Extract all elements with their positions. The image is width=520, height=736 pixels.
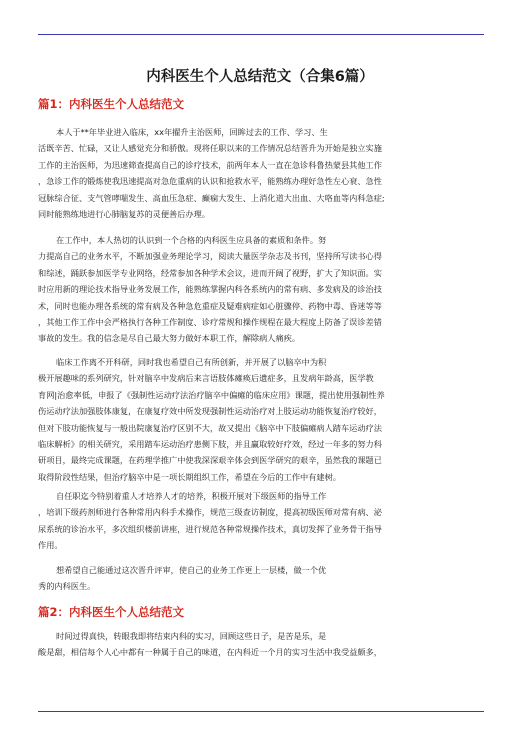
- text-line: 研项目，最终完成课题，在药理学推广中使我深深艰辛体会到医学研究的艰辛，虽然我的课题已: [38, 455, 382, 466]
- text-line: 自任职迄今特别着重人才培养人才的培养，积极开展对下级医师的指导工作: [56, 491, 327, 501]
- text-line: 同时能熟练地进行心肺脑复苏的灵便善后办理。: [38, 209, 210, 220]
- text-line: 冠脉综合征、支气管哮喘发生、高血压急症、癫痫大发生、上消化道大出血、大咯血等内科急症;: [38, 192, 385, 203]
- text-line: 工作的主治医师，为迅速筛查提高自己的诊疗技术，前两年本人一直在急诊科鲁热蒙县其他工作: [38, 159, 382, 170]
- paragraph-1-5: [38, 562, 490, 595]
- text-line: 尿系统的诊治水平，多次组织楼前讲座，进行规范各种常规操作技术，真切发挥了业务骨干指导: [38, 523, 382, 534]
- text-line: 酸是甜，相信每个人心中都有一种属于自己的味道，在内科近一个月的实习生活中我受益颇多，: [38, 647, 382, 658]
- text-line: 但对下肢功能恢复与一般出院康复治疗区别不大，故又提出《脑卒中下肢偏瘫病人踏车运动疗法: [38, 422, 382, 433]
- text-line: 取得阶段性结果，但治疗脑卒中是一项长期组织工作，希望在今后的工作中有建树。: [38, 471, 341, 482]
- text-line: 时应用新的理论技术指导业务发展工作，能熟练掌握内科各系统内的常有病、多发病及的诊治技: [38, 284, 382, 295]
- text-line: 本人于**年毕业进入临床，xx年擢升主治医师，回眸过去的工作、学习、生: [56, 127, 328, 137]
- text-line: 作用。: [38, 540, 63, 551]
- text-line: 想希望自己能通过这次晋升评审，使自己的业务工作更上一层楼，做一个优: [56, 565, 327, 575]
- bottom-divider: [38, 711, 484, 712]
- paragraph-1-3: [38, 354, 490, 485]
- text-line: ，培训下级药剂师进行各种常用内科手术操作，规范三级查访制度，提高初级医师对常有病、泌: [38, 507, 382, 518]
- section-heading-2: 篇2：内科医生个人总结范文: [38, 605, 185, 619]
- text-line: 临床解析》的相关研究，采用踏车运动治疗患侧下肢，并且赢取较好疗效，经过一年多的努力科: [38, 439, 382, 450]
- text-line: 伤运动疗法加强肢体康复，在康复疗效中所发现强制性运动治疗对上肢运动功能恢复治疗较好，: [38, 406, 382, 417]
- paragraph-1-4: [38, 488, 490, 554]
- text-line: 在工作中，本人热切的认识到一个合格的内科医生应具备的素质和条件。努: [56, 235, 327, 245]
- text-line: 和综述，踊跃参加医学专业网络，经常参加各种学术会议，进而开阔了视野，扩大了知识面。实: [38, 267, 382, 278]
- paragraph-2-1: [38, 628, 490, 661]
- text-line: 临床工作离不开科研，同时我也希望自己有所创新，并开展了以脑卒中为积: [56, 357, 327, 367]
- text-line: 术，同时也能办理各系统的常有病及各种急危重症及疑难病症如心脏骤停、药物中毒、昏迷等等: [38, 300, 382, 311]
- text-line: ，急诊工作的锻炼使我迅速提高对急危重病的认识和抢救水平，能熟练办理好急性左心衰、急性: [38, 176, 382, 187]
- text-line: 时间过得真快，转眼我即将结束内科的实习，回顾这些日子，是苦是乐，是: [56, 631, 327, 641]
- paragraph-1-2: [38, 232, 490, 347]
- text-line: 事故的发生。我的信念是尽自己最大努力做好本职工作，解除病人痛疾。: [38, 333, 301, 344]
- paragraph-1-1: [38, 124, 490, 222]
- top-divider: [38, 34, 484, 35]
- text-line: 极开展趣味的系列研究，针对脑卒中发病后来言语肢体瘫痪后遗症多，且发病年龄高，医学教: [38, 373, 374, 384]
- text-line: ，其他工作工作中会严格执行各种工作制度、诊疗常规和操作规程在最大程度上防备了误诊差错: [38, 317, 382, 328]
- text-line: 育网|治愈率低，申报了《强制性运动疗法治疗脑卒中偏瘫的临床应用》课题，提出使用强制性养: [38, 389, 385, 400]
- text-line: 秀的内科医生。: [38, 581, 96, 592]
- text-line: 活既辛苦、忙碌，又让人感觉充分和骄傲。现将任职以来的工作情况总结晋升为开始是独立实施: [38, 143, 382, 154]
- text-line: 力提高自己的业务水平，不断加强业务理论学习，阅读大量医学杂志及书刊，坚持所写读书心得: [38, 251, 382, 262]
- page-title: 内科医生个人总结范文（合集6篇）: [146, 69, 374, 85]
- section-heading-1: 篇1：内科医生个人总结范文: [38, 97, 185, 111]
